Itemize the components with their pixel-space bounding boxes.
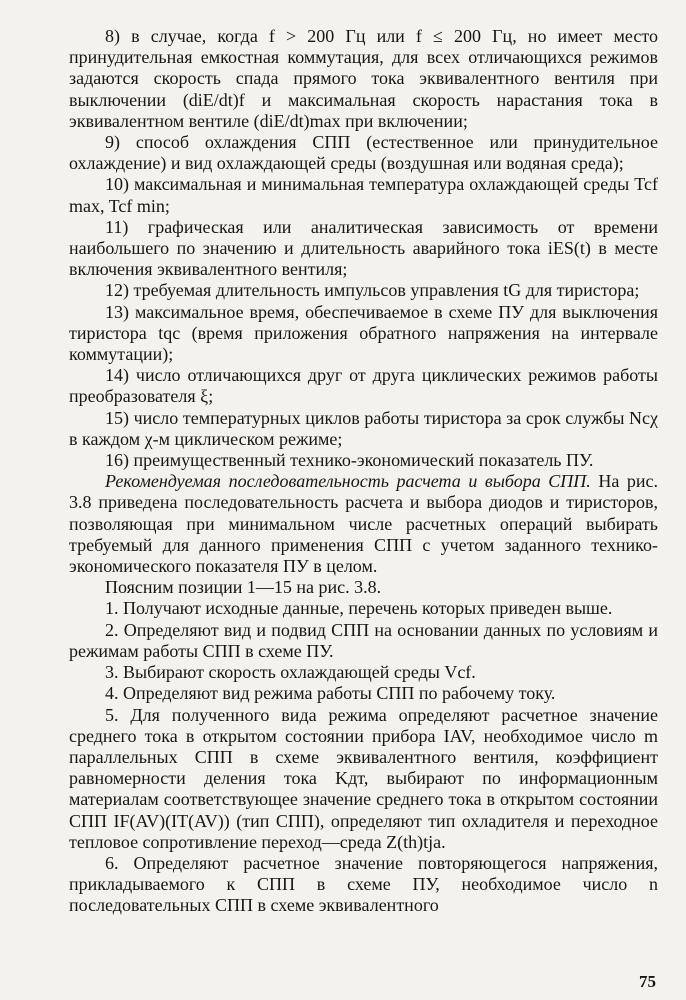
page-number: 75 bbox=[639, 972, 656, 991]
paragraph-item-14: 14) число отличающихся друг от друга циклических режимов работы преобразователя ξ; bbox=[69, 365, 658, 407]
paragraph-item-8: 8) в случае, когда f > 200 Гц или f ≤ 200 Гц, но имеет место принудительная емкостная коммутация, для всех отличающихся режимов задаются скорость спада прямого тока эквивалентного вентиля при выключении (diE/dt)f и максимальная скорость нарастания тока в эквивалентном вентиле (diE/dt)max при включении; bbox=[69, 26, 658, 131]
step-paragraph-1: 1. Получают исходные данные, перечень которых приведен выше. bbox=[105, 598, 613, 619]
paragraph-item-10: 10) максимальная и минимальная температура охлаждающей среды Tcf max, Tcf min; bbox=[69, 174, 658, 216]
step-paragraph-5: 5. Для полученного вида режима определяют расчетное значение среднего тока в открытом состоянии прибора IAV, необходимое число m параллельных СПП в схеме эквивалентного вентиля, коэффициент равномерности деления тока Kдт, выбирают по информационным материалам соответствующее значение среднего тока в открытом состоянии СПП IF(AV)(IT(AV)) (тип СПП), определяют тип охладителя и переходное тепловое сопротивление переход—среда Z(th)tja. bbox=[69, 704, 658, 852]
explanation-intro: Поясним позиции 1—15 на рис. 3.8. bbox=[105, 577, 382, 598]
recommendation-heading: Рекомендуемая последовательность расчета и выбора СПП. bbox=[105, 471, 591, 492]
paragraph-item-12: 12) требуемая длительность импульсов управления tG для тиристора; bbox=[105, 280, 640, 301]
step-paragraph-2: 2. Определяют вид и подвид СПП на основании данных по условиям и режимам работы СПП в схеме ПУ. bbox=[69, 619, 658, 661]
step-paragraph-3: 3. Выбирают скорость охлаждающей среды Vcf. bbox=[105, 662, 476, 683]
step-paragraph-6: 6. Определяют расчетное значение повторяющегося напряжения, прикладываемого к СПП в схеме ПУ, необходимое число n последовательных СПП в схеме эквивалентного bbox=[69, 852, 658, 916]
paragraph-item-16: 16) преимущественный технико-экономический показатель ПУ. bbox=[105, 450, 594, 471]
paragraph-item-9: 9) способ охлаждения СПП (естественное или принудительное охлаждение) и вид охлаждающей среды (воздушная или водяная среда); bbox=[69, 132, 658, 174]
paragraph-item-13: 13) максимальное время, обеспечиваемое в схеме ПУ для выключения тиристора tqc (время приложения обратного напряжения на интервале коммутации); bbox=[69, 301, 658, 365]
step-paragraph-4: 4. Определяют вид режима работы СПП по рабочему току. bbox=[105, 683, 556, 704]
recommendation-text: На рис. 3.8 приведена последовательность расчета и выбора диодов и тиристоров, позволяющая при минимальном числе расчетных операций выбирать требуемый для данного применения СПП с учетом заданного технико-экономического показателя ПУ в целом. bbox=[69, 471, 658, 577]
paragraph-item-15: 15) число температурных циклов работы тиристора за срок службы Ncχ в каждом χ-м циклическом режиме; bbox=[69, 407, 658, 449]
paragraph-item-11: 11) графическая или аналитическая зависимость от времени наибольшего по значению и длительность аварийного тока iES(t) в месте включения эквивалентного вентиля; bbox=[69, 216, 658, 280]
recommendation-paragraph bbox=[69, 471, 658, 577]
